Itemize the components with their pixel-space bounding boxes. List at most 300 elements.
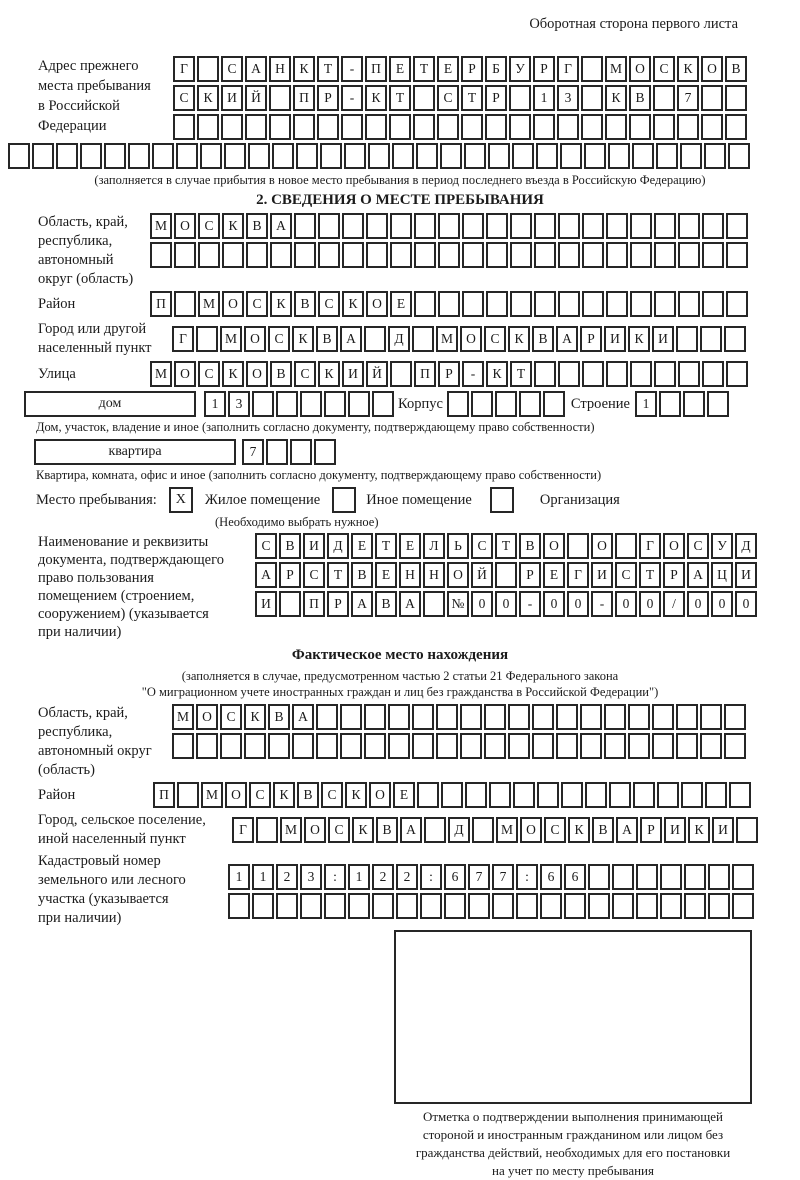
prev-address-row-1 xyxy=(173,56,749,82)
raion-block xyxy=(38,291,800,317)
char-cell: Е xyxy=(543,562,565,588)
other-premises-label: Иное помещение xyxy=(366,492,472,508)
char-cell xyxy=(726,361,748,387)
char-cell xyxy=(296,143,318,169)
char-cell xyxy=(173,114,195,140)
kadastr-row-1 xyxy=(228,864,756,890)
char-cell xyxy=(252,391,274,417)
char-cell: В xyxy=(297,782,319,808)
char-cell xyxy=(556,733,578,759)
char-cell xyxy=(581,85,603,111)
apartment-row xyxy=(34,439,800,465)
char-cell: О xyxy=(460,326,482,352)
char-cell xyxy=(580,733,602,759)
char-cell: К xyxy=(270,291,292,317)
actual-location-note-1: (заполняется в случае, предусмотренном частью 2 статьи 21 Федерального закона xyxy=(181,669,619,683)
other-premises-checkbox xyxy=(332,487,356,513)
char-cell: В xyxy=(375,591,397,617)
char-cell: К xyxy=(508,326,530,352)
char-cell xyxy=(389,114,411,140)
char-cell: Т xyxy=(375,533,397,559)
char-cell xyxy=(365,114,387,140)
char-cell: Е xyxy=(351,533,373,559)
char-cell xyxy=(678,213,700,239)
char-cell: И xyxy=(591,562,613,588)
char-cell xyxy=(388,733,410,759)
char-cell xyxy=(176,143,198,169)
korpus-cells xyxy=(447,391,567,417)
char-cell: Т xyxy=(389,85,411,111)
char-cell xyxy=(464,143,486,169)
char-cell xyxy=(324,893,346,919)
char-cell xyxy=(150,242,172,268)
document-label: Наименование и реквизиты документа, подтверждающего право пользования помещением (строением, сооружением) (указывается при наличии) xyxy=(38,534,224,640)
char-cell: В xyxy=(519,533,541,559)
residential-checkbox: X xyxy=(169,487,193,513)
char-cell xyxy=(128,143,150,169)
char-cell: Д xyxy=(388,326,410,352)
char-cell: А xyxy=(556,326,578,352)
kadastr-block xyxy=(38,852,800,928)
oblast-block xyxy=(38,213,800,289)
char-cell: И xyxy=(735,562,757,588)
char-cell xyxy=(324,391,346,417)
char-cell: И xyxy=(604,326,626,352)
char-cell: Т xyxy=(327,562,349,588)
actual-gorod-label: Город, сельское поселение, иной населенный пункт xyxy=(38,812,206,847)
gorod-row xyxy=(172,326,748,352)
char-cell xyxy=(341,114,363,140)
char-cell: Р xyxy=(327,591,349,617)
char-cell: П xyxy=(365,56,387,82)
char-cell: С xyxy=(615,562,637,588)
char-cell: Т xyxy=(317,56,339,82)
char-cell xyxy=(293,114,315,140)
char-cell: Р xyxy=(461,56,483,82)
char-cell xyxy=(728,143,750,169)
char-cell: 2 xyxy=(396,864,418,890)
char-cell: О xyxy=(225,782,247,808)
char-cell xyxy=(536,143,558,169)
char-cell: И xyxy=(221,85,243,111)
char-cell: 0 xyxy=(471,591,493,617)
char-cell xyxy=(533,114,555,140)
char-cell xyxy=(174,291,196,317)
char-cell xyxy=(630,291,652,317)
raion-label: Район xyxy=(38,295,76,312)
char-cell: С xyxy=(198,361,220,387)
char-cell xyxy=(732,893,754,919)
char-cell: - xyxy=(341,85,363,111)
char-cell: Ц xyxy=(711,562,733,588)
char-cell xyxy=(652,704,674,730)
char-cell xyxy=(465,782,487,808)
prev-address-row-4 xyxy=(8,143,800,169)
char-cell: К xyxy=(273,782,295,808)
document-rows xyxy=(255,533,759,620)
char-cell: 7 xyxy=(468,864,490,890)
char-cell xyxy=(488,143,510,169)
char-cell: Т xyxy=(495,533,517,559)
prev-address-row-2 xyxy=(173,85,749,111)
char-cell xyxy=(56,143,78,169)
actual-oblast-rows xyxy=(172,704,748,762)
char-cell xyxy=(246,242,268,268)
residential-label: Жилое помещение xyxy=(204,492,321,508)
char-cell xyxy=(266,439,288,465)
char-cell xyxy=(628,704,650,730)
char-cell xyxy=(292,733,314,759)
char-cell xyxy=(584,143,606,169)
char-cell xyxy=(342,213,364,239)
char-cell: В xyxy=(246,213,268,239)
char-cell xyxy=(606,361,628,387)
char-cell: М xyxy=(172,704,194,730)
char-cell xyxy=(340,733,362,759)
char-cell xyxy=(348,391,370,417)
char-cell xyxy=(468,893,490,919)
char-cell: 7 xyxy=(492,864,514,890)
actual-oblast-row-2 xyxy=(172,733,748,759)
char-cell xyxy=(244,733,266,759)
char-cell: О xyxy=(196,704,218,730)
char-cell xyxy=(413,114,435,140)
char-cell xyxy=(314,439,336,465)
char-cell xyxy=(702,291,724,317)
char-cell: У xyxy=(711,533,733,559)
char-cell xyxy=(705,782,727,808)
char-cell: С xyxy=(653,56,675,82)
char-cell: С xyxy=(221,56,243,82)
char-cell: М xyxy=(280,817,302,843)
char-cell xyxy=(608,143,630,169)
char-cell xyxy=(221,114,243,140)
char-cell xyxy=(438,213,460,239)
char-cell: Р xyxy=(533,56,555,82)
char-cell xyxy=(152,143,174,169)
char-cell xyxy=(604,704,626,730)
char-cell xyxy=(438,242,460,268)
char-cell xyxy=(172,733,194,759)
char-cell xyxy=(272,143,294,169)
char-cell: Г xyxy=(173,56,195,82)
char-cell xyxy=(512,143,534,169)
actual-oblast-row-1 xyxy=(172,704,748,730)
char-cell: С xyxy=(303,562,325,588)
char-cell: Г xyxy=(567,562,589,588)
actual-raion-label: Район xyxy=(38,786,76,803)
char-cell: 7 xyxy=(242,439,264,465)
char-cell xyxy=(654,361,676,387)
char-cell xyxy=(678,242,700,268)
char-cell xyxy=(364,326,386,352)
char-cell xyxy=(534,361,556,387)
char-cell: О xyxy=(520,817,542,843)
char-cell: Т xyxy=(461,85,483,111)
char-cell xyxy=(633,782,655,808)
char-cell: Е xyxy=(393,782,415,808)
char-cell xyxy=(485,114,507,140)
char-cell xyxy=(636,893,658,919)
char-cell: С xyxy=(471,533,493,559)
document-row-2 xyxy=(255,562,759,588)
char-cell xyxy=(390,242,412,268)
char-cell: В xyxy=(316,326,338,352)
char-cell: 0 xyxy=(495,591,517,617)
char-cell xyxy=(702,213,724,239)
char-cell xyxy=(300,391,322,417)
char-cell: Г xyxy=(172,326,194,352)
actual-raion-block xyxy=(38,782,800,808)
document-row-3 xyxy=(255,591,759,617)
char-cell xyxy=(510,291,532,317)
char-cell xyxy=(340,704,362,730)
char-cell xyxy=(516,893,538,919)
char-cell xyxy=(318,213,340,239)
char-cell xyxy=(537,782,559,808)
char-cell xyxy=(462,242,484,268)
char-cell xyxy=(654,242,676,268)
ulitsa-row xyxy=(150,361,750,387)
char-cell: 2 xyxy=(276,864,298,890)
char-cell: К xyxy=(292,326,314,352)
char-cell xyxy=(543,391,565,417)
char-cell xyxy=(200,143,222,169)
char-cell xyxy=(700,704,722,730)
confirmation-caption: Отметка о подтверждении выполнения принимающей стороной и иностранным гражданином или лицом без гражданства действий, необходимых для его постановки на учет по месту пребывания xyxy=(415,1109,731,1178)
char-cell: К xyxy=(197,85,219,111)
char-cell xyxy=(582,291,604,317)
char-cell xyxy=(653,114,675,140)
char-cell xyxy=(704,143,726,169)
stroenie-label: Строение xyxy=(570,396,630,412)
char-cell: И xyxy=(303,533,325,559)
char-cell xyxy=(683,391,705,417)
char-cell: 0 xyxy=(639,591,661,617)
char-cell: Р xyxy=(519,562,541,588)
char-cell xyxy=(725,114,747,140)
gorod-block xyxy=(38,320,800,358)
char-cell xyxy=(344,143,366,169)
char-cell xyxy=(80,143,102,169)
char-cell xyxy=(441,782,463,808)
char-cell: К xyxy=(352,817,374,843)
char-cell xyxy=(245,114,267,140)
char-cell: О xyxy=(369,782,391,808)
char-cell xyxy=(560,143,582,169)
char-cell: Н xyxy=(269,56,291,82)
char-cell xyxy=(196,326,218,352)
char-cell xyxy=(438,291,460,317)
document-block xyxy=(38,533,800,641)
char-cell xyxy=(708,893,730,919)
char-cell xyxy=(424,817,446,843)
char-cell xyxy=(660,864,682,890)
char-cell: О xyxy=(246,361,268,387)
char-cell xyxy=(256,817,278,843)
char-cell: Р xyxy=(485,85,507,111)
char-cell xyxy=(582,242,604,268)
char-cell xyxy=(317,114,339,140)
char-cell: О xyxy=(543,533,565,559)
actual-raion-row xyxy=(153,782,753,808)
char-cell: Б xyxy=(485,56,507,82)
char-cell xyxy=(276,893,298,919)
korpus-label: Корпус xyxy=(398,396,443,412)
char-cell: В xyxy=(592,817,614,843)
char-cell xyxy=(492,893,514,919)
char-cell: А xyxy=(340,326,362,352)
document-row-1 xyxy=(255,533,759,559)
char-cell: В xyxy=(725,56,747,82)
char-cell: 1 xyxy=(348,864,370,890)
char-cell: 1 xyxy=(252,864,274,890)
ulitsa-block xyxy=(38,361,800,387)
char-cell: 3 xyxy=(557,85,579,111)
residence-type-row xyxy=(36,487,800,513)
char-cell xyxy=(700,733,722,759)
char-cell xyxy=(557,114,579,140)
char-cell: П xyxy=(153,782,175,808)
char-cell: М xyxy=(605,56,627,82)
char-cell xyxy=(707,391,729,417)
char-cell xyxy=(436,733,458,759)
char-cell xyxy=(472,817,494,843)
char-cell xyxy=(581,56,603,82)
char-cell xyxy=(508,733,530,759)
char-cell xyxy=(509,85,531,111)
char-cell xyxy=(294,213,316,239)
char-cell xyxy=(220,733,242,759)
char-cell xyxy=(580,704,602,730)
char-cell: О xyxy=(244,326,266,352)
char-cell xyxy=(736,817,758,843)
char-cell: С xyxy=(437,85,459,111)
char-cell: К xyxy=(318,361,340,387)
char-cell xyxy=(558,242,580,268)
char-cell xyxy=(558,361,580,387)
char-cell xyxy=(462,213,484,239)
char-cell: К xyxy=(342,291,364,317)
char-cell: О xyxy=(174,361,196,387)
char-cell xyxy=(532,704,554,730)
char-cell xyxy=(495,391,517,417)
char-cell: В xyxy=(268,704,290,730)
char-cell xyxy=(513,782,535,808)
char-cell xyxy=(558,291,580,317)
char-cell: В xyxy=(629,85,651,111)
char-cell: В xyxy=(294,291,316,317)
char-cell: Е xyxy=(390,291,412,317)
char-cell xyxy=(414,213,436,239)
char-cell xyxy=(222,242,244,268)
char-cell xyxy=(197,114,219,140)
char-cell xyxy=(420,893,442,919)
char-cell: 0 xyxy=(615,591,637,617)
char-cell xyxy=(558,213,580,239)
actual-gorod-row xyxy=(232,817,760,843)
char-cell xyxy=(32,143,54,169)
char-cell xyxy=(654,213,676,239)
char-cell xyxy=(252,893,274,919)
char-cell: О xyxy=(591,533,613,559)
kadastr-row-2 xyxy=(228,893,756,919)
char-cell xyxy=(534,242,556,268)
gorod-label: Город или другой населенный пункт xyxy=(38,321,152,356)
char-cell xyxy=(348,893,370,919)
char-cell: С xyxy=(173,85,195,111)
char-cell xyxy=(615,533,637,559)
char-cell xyxy=(412,326,434,352)
char-cell: А xyxy=(616,817,638,843)
char-cell: К xyxy=(568,817,590,843)
char-cell xyxy=(567,533,589,559)
char-cell xyxy=(8,143,30,169)
char-cell: П xyxy=(293,85,315,111)
char-cell xyxy=(556,704,578,730)
char-cell: П xyxy=(150,291,172,317)
char-cell: А xyxy=(399,591,421,617)
char-cell xyxy=(412,733,434,759)
char-cell xyxy=(320,143,342,169)
char-cell: Р xyxy=(438,361,460,387)
char-cell: № xyxy=(447,591,469,617)
stroenie-cells xyxy=(635,391,731,417)
char-cell xyxy=(726,242,748,268)
char-cell: И xyxy=(342,361,364,387)
char-cell xyxy=(659,391,681,417)
char-cell xyxy=(460,704,482,730)
char-cell xyxy=(486,291,508,317)
char-cell: - xyxy=(462,361,484,387)
char-cell xyxy=(684,864,706,890)
char-cell: К xyxy=(628,326,650,352)
char-cell xyxy=(636,864,658,890)
char-cell xyxy=(462,291,484,317)
char-cell: С xyxy=(484,326,506,352)
char-cell: В xyxy=(376,817,398,843)
char-cell: С xyxy=(249,782,271,808)
char-cell: О xyxy=(222,291,244,317)
char-cell xyxy=(701,114,723,140)
char-cell xyxy=(440,143,462,169)
char-cell: М xyxy=(496,817,518,843)
char-cell xyxy=(390,213,412,239)
actual-location-note-2: "О миграционном учете иностранных граждан и лиц без гражданства в Российской Федерации") xyxy=(141,685,659,699)
char-cell: С xyxy=(268,326,290,352)
char-cell: Ь xyxy=(447,533,469,559)
char-cell: В xyxy=(532,326,554,352)
char-cell: Л xyxy=(423,533,445,559)
char-cell: А xyxy=(351,591,373,617)
char-cell: А xyxy=(270,213,292,239)
char-cell xyxy=(678,291,700,317)
char-cell xyxy=(708,864,730,890)
char-cell xyxy=(342,242,364,268)
char-cell xyxy=(630,213,652,239)
char-cell: С xyxy=(198,213,220,239)
char-cell: 2 xyxy=(372,864,394,890)
char-cell: Й xyxy=(471,562,493,588)
char-cell xyxy=(677,114,699,140)
char-cell xyxy=(437,114,459,140)
char-cell: Р xyxy=(317,85,339,111)
char-cell: И xyxy=(664,817,686,843)
char-cell xyxy=(316,704,338,730)
back-side-note: Оборотная сторона первого листа xyxy=(529,16,738,32)
char-cell: С xyxy=(246,291,268,317)
char-cell xyxy=(316,733,338,759)
